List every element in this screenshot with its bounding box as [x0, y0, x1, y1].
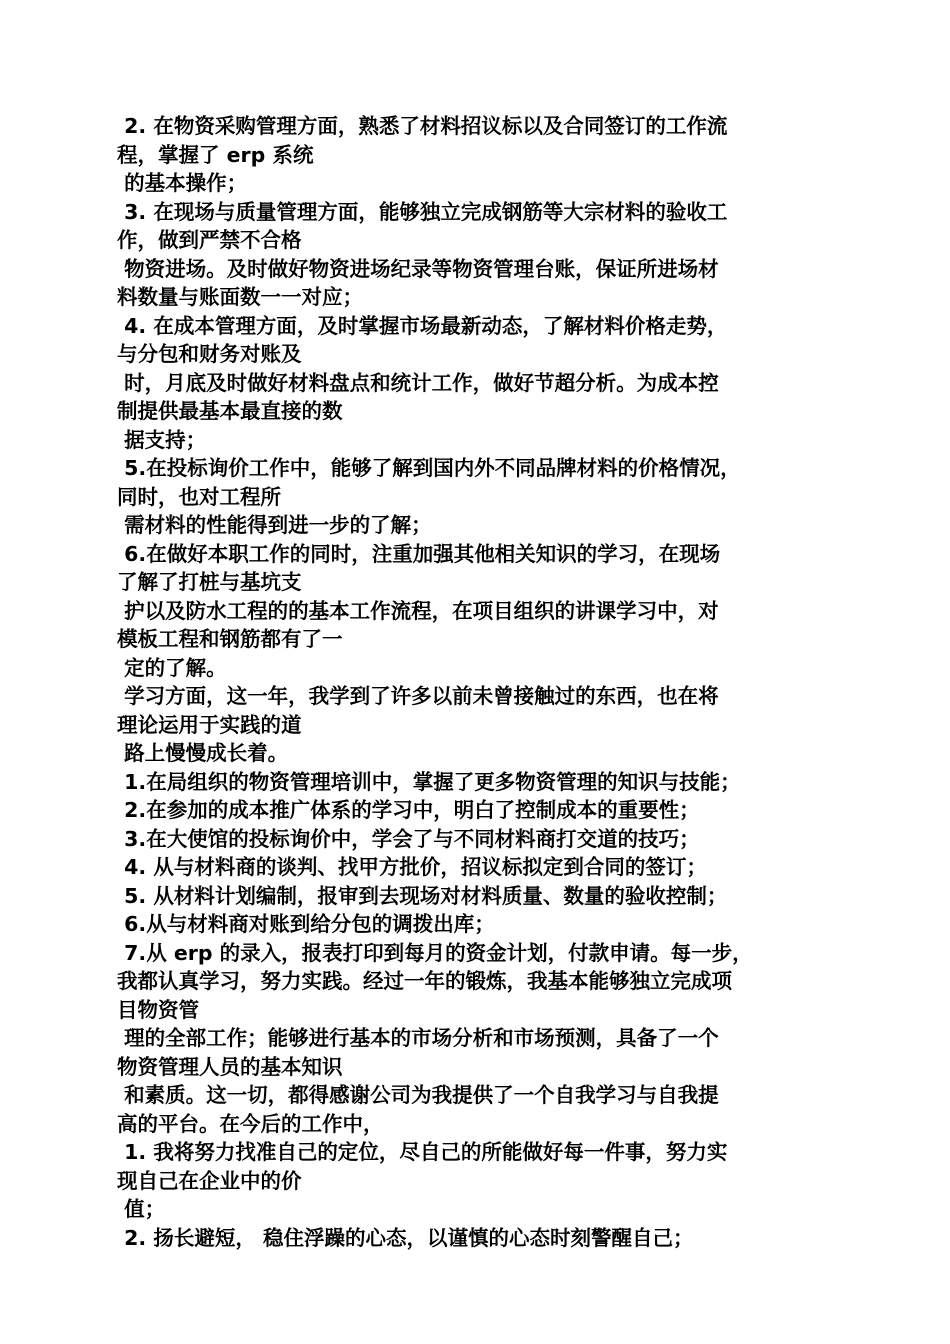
text-line: 3. 在现场与质量管理方面，能够独立完成钢筋等大宗材料的验收工	[117, 199, 728, 224]
text-line: 的基本操作；	[117, 171, 248, 195]
text-line: 2. 在物资采购管理方面，熟悉了材料招议标以及合同签订的工作流	[117, 114, 728, 138]
text-line: 路上慢慢成长着。	[117, 741, 289, 765]
text-line: 现自己在企业中的价	[117, 1168, 302, 1193]
text-line: 需材料的性能得到进一步的了解；	[117, 513, 432, 537]
text-line: 1.在局组织的物资管理培训中，掌握了更多物资管理的知识与技能；	[117, 769, 741, 794]
text-line: 6.在做好本职工作的同时，注重加强其他相关知识的学习，在现场	[117, 541, 721, 566]
text-line: 物资管理人员的基本知识	[117, 1054, 343, 1079]
text-line: 与分包和财务对账及	[117, 342, 302, 366]
text-line: 和素质。这一切，都得感谢公司为我提供了一个自我学习与自我提	[117, 1083, 719, 1107]
text-line: 学习方面，这一年，我学到了许多以前未曾接触过的东西，也在将	[117, 684, 719, 708]
text-line: 了解了打桩与基坑支	[117, 570, 302, 594]
text-line: 程，掌握了 erp 系统	[117, 142, 314, 167]
document-body	[117, 112, 837, 1252]
text-line: 5.在投标询价工作中，能够了解到国内外不同品牌材料的价格情况，	[117, 456, 741, 480]
text-line: 理的全部工作；能够进行基本的市场分析和市场预测，具备了一个	[117, 1026, 719, 1050]
text-line: 目物资管	[117, 997, 199, 1022]
text-line: 模板工程和钢筋都有了一	[117, 627, 343, 651]
text-line: 同时，也对工程所	[117, 484, 281, 509]
text-line: 制提供最基本最直接的数	[117, 399, 343, 423]
text-line: 6.从与材料商对账到给分包的调拨出库；	[117, 912, 495, 936]
text-line: 据支持；	[117, 427, 207, 452]
text-line: 4. 从与材料商的谈判、找甲方批价，招议标拟定到合同的签订；	[117, 855, 707, 879]
text-line: 料数量与账面数一一对应；	[117, 285, 363, 309]
text-line: 7.从 erp 的录入，报表打印到每月的资金计划，付款申请。每一步，	[117, 940, 753, 965]
text-line: 高的平台。在今后的工作中，	[117, 1111, 384, 1136]
text-line: 护以及防水工程的的基本工作流程，在项目组织的讲课学习中，对	[117, 598, 719, 623]
text-line: 我都认真学习，努力实践。经过一年的锻炼，我基本能够独立完成项	[117, 969, 732, 993]
text-line: 4. 在成本管理方面，及时掌握市场最新动态，了解材料价格走势，	[117, 313, 728, 338]
text-line: 2. 扬长避短， 稳住浮躁的心态，以谨慎的心态时刻警醒自己；	[117, 1225, 694, 1250]
text-line: 理论运用于实践的道	[117, 712, 302, 737]
text-line: 作，做到严禁不合格	[117, 228, 302, 252]
text-line: 2.在参加的成本推广体系的学习中，明白了控制成本的重要性；	[117, 798, 700, 822]
text-line: 3.在大使馆的投标询价中，学会了与不同材料商打交道的技巧；	[117, 826, 700, 851]
text-line: 时，月底及时做好材料盘点和统计工作，做好节超分析。为成本控	[117, 370, 719, 395]
text-line: 定的了解。	[117, 655, 227, 680]
text-line: 1. 我将努力找准自己的定位，尽自己的所能做好每一件事，努力实	[117, 1140, 728, 1164]
text-line: 值；	[117, 1197, 166, 1221]
text-line: 5. 从材料计划编制，报审到去现场对材料质量、数量的验收控制；	[117, 883, 728, 908]
text-line: 物资进场。及时做好物资进场纪录等物资管理台账，保证所进场材	[117, 256, 719, 281]
